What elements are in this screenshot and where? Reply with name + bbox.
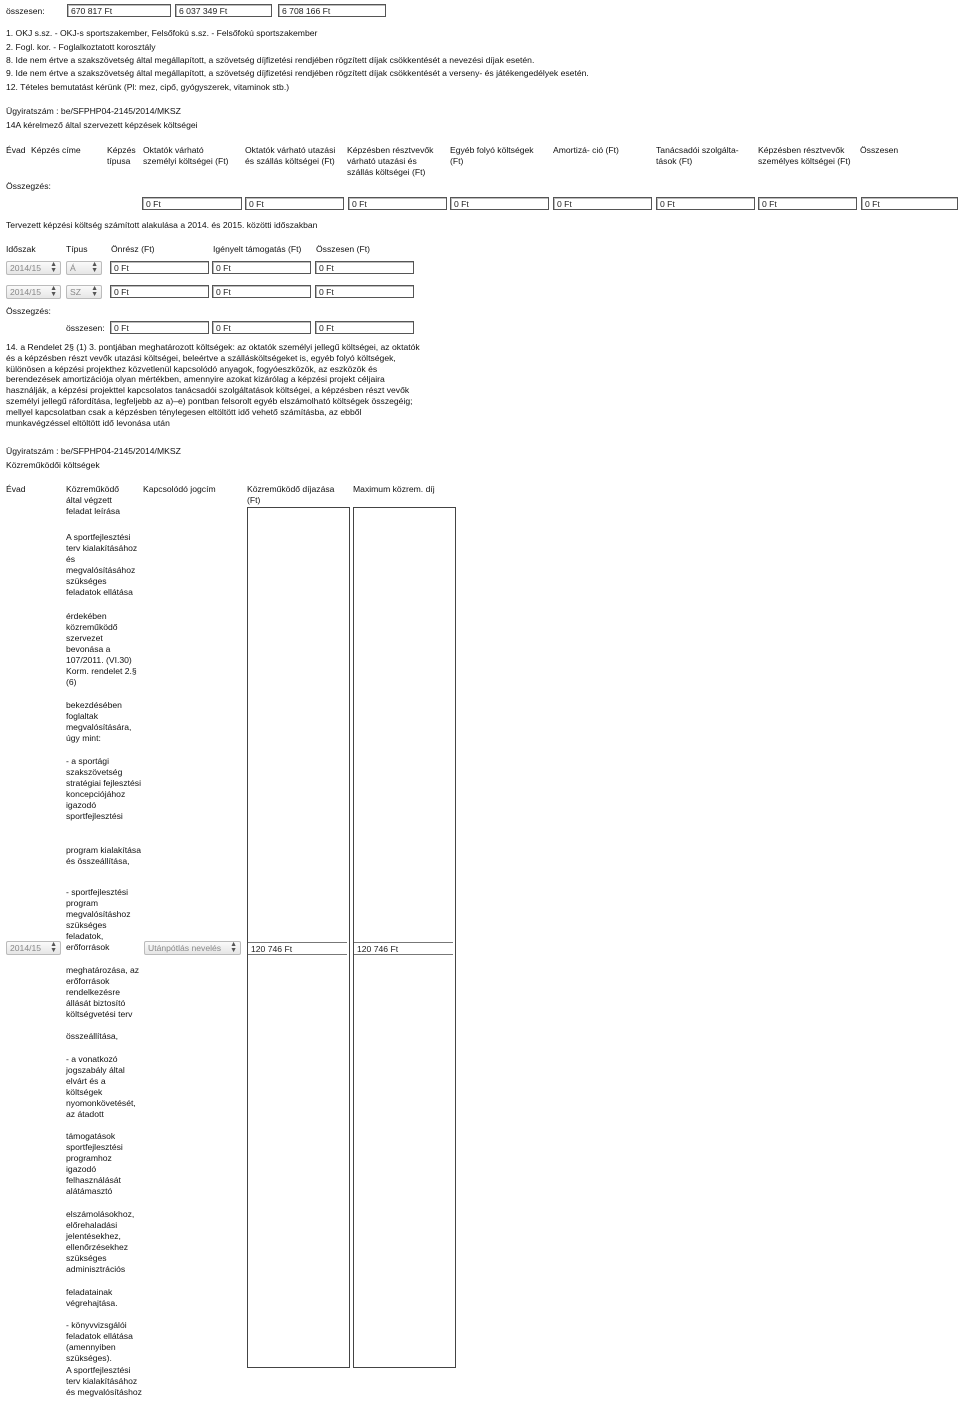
col-igenyelt: Igényelt támogatás (Ft) [213,244,302,254]
sum-tanacsadoi[interactable]: 0 Ft [656,197,755,210]
col-resztvevok-utazasi: Képzésben résztvevők várható utazási és szállás költségei (Ft) [347,145,434,177]
dijazas-field[interactable]: 120 746 Ft [248,942,347,955]
ugyiratszam-14a: Ügyiratszám : be/SFPHP04-2145/2014/MKSZ [6,106,181,116]
select-arrows-icon: ▲ ▼ [50,941,57,954]
max-dij-column-field [353,507,456,1368]
osszesen-field-1[interactable]: 0 Ft [315,261,414,274]
col-egyeb-folyo: Egyéb folyó költségek (Ft) [450,145,534,166]
jogcim-value: Utánpótlás nevelés [148,943,222,953]
total-onresz-field[interactable]: 670 817 Ft [67,4,171,17]
col-osszesen-ft: Összesen (Ft) [316,244,370,254]
planned-title: Tervezett képzési költség számított alakulása a 2014. és 2015. közötti időszakban [6,220,318,230]
description-part-3: bekezdésében foglaltak megvalósítására, úgy mint: [66,700,132,743]
osszesen-field-2[interactable]: 0 Ft [315,285,414,298]
dijazas-column-field[interactable] [247,507,350,1368]
period-value: 2014/15 [10,263,42,273]
igenyelt-field-2[interactable]: 0 Ft [212,285,311,298]
kozrem-title: Közreműködői költségek [6,460,100,470]
select-arrows-icon: ▲ ▼ [50,285,57,298]
osszegzes-label: Összegzés: [6,181,51,191]
planned-total-osszesen[interactable]: 0 Ft [315,321,414,334]
total-igenyelt-field[interactable]: 6 037 349 Ft [175,4,272,17]
sum-amortizacio[interactable]: 0 Ft [553,197,652,210]
igenyelt-field-1[interactable]: 0 Ft [212,261,311,274]
planned-total-onresz[interactable]: 0 Ft [110,321,209,334]
period-select-2[interactable] [6,285,61,299]
select-arrows-icon: ▲ ▼ [50,261,57,274]
select-arrows-icon: ▲ ▼ [91,285,98,298]
description-part-14: A sportfejlesztési terv kialakításához és megvalósításhoz [66,1365,142,1397]
planned-total-igenyelt[interactable]: 0 Ft [212,321,311,334]
select-arrows-icon: ▲ ▼ [230,941,237,954]
jogcim-select[interactable] [144,941,241,955]
col-max-kozrem-dij: Maximum közrem. díj [353,484,435,494]
max-dij-field: 120 746 Ft [354,942,453,955]
description-part-7: meghatározása, az erőforrások rendelkezésre állását biztosító költségvetési terv [66,965,140,1019]
description-part-8: összeállítása, [66,1031,119,1041]
type-select-1[interactable] [66,261,102,275]
total-osszesen-field[interactable]: 6 708 166 Ft [278,4,386,17]
col-kapcsolodo-jogcim: Kapcsolódó jogcím [143,484,216,494]
type-value: Á [70,263,76,273]
note-1: 1. OKJ s.sz. - OKJ-s sportszakember, Felsőfokú s.sz. - Felsőfokú sportszakember [6,28,318,38]
note-12: 12. Tételes bemutatást kérünk (Pl: mez, cipő, gyógyszerek, vitaminok stb.) [6,82,290,92]
col-feladat-leirasa: Közreműködő által végzett feladat leírása [66,484,120,516]
select-arrows-icon: ▲ ▼ [91,261,98,274]
sum-oktatok-szemelyi[interactable]: 0 Ft [142,197,242,210]
evad-value: 2014/15 [10,943,42,953]
period-select-1[interactable] [6,261,61,275]
col-kepzes-cime: Képzés címe [31,145,81,155]
col-onresz: Önrész (Ft) [111,244,155,254]
col-tanacsadoi: Tanácsadói szolgálta- tások (Ft) [656,145,739,166]
description-part-2: érdekében közreműködő szervezet bevonása a 107/2011. (VI.30) Korm. rendelet 2.§ (6) [66,611,137,687]
kozrem-evad-select[interactable] [6,941,61,955]
description-part-10: támogatások sportfejlesztési programhoz igazodó felhasználását alátámasztó [66,1131,123,1196]
type-select-2[interactable] [66,285,102,299]
sum-resztvevok-utazasi[interactable]: 0 Ft [348,197,447,210]
col-osszesen: Összesen [860,145,899,155]
osszesen-label: összesen: [6,6,45,16]
description-part-6: - sportfejlesztési program megvalósításhoz szükséges feladatok, erőforrások [66,887,131,952]
description-part-11: elszámolásokhoz, előrehaladási jelentésekhez, ellenőrzésekhez szükséges adminisztrációs [66,1209,135,1274]
onresz-field-1[interactable]: 0 Ft [110,261,209,274]
paragraph-14: 14. a Rendelet 2§ (1) 3. pontjában meghatározott költségek: az oktatók személyi jellegű költségei, az oktatók és a képzésben részt vevők utazási költségei, beleértve a szállásköltségeket is, egyéb folyó költségek, különösen a képzési projekthez közvetlenül kapcsolódó anyagok, fogyóeszközök, az eszközök és berendezések amortizációja olyan mértékben, amennyire azokat kizárólag a képzési projekt céljaira használják, a képzési projekttel kapcsolatos tanácsadói szolgáltatások költségei, a képzésben részt vevők személyi jellegű ráfordítása, legfeljebb az a)–e) pontban felsorolt egyéb elszámolható költségek összegéig; mellyel kapcsolatban csak a képzésben ténylegesen eltöltött idő vehető számításba, az ebből munkavégzéssel eltöltött idő levonása után [6,342,420,428]
note-2: 2. Fogl. kor. - Foglalkoztatott korosztály [6,42,156,52]
col-resztvevok-szemelyes: Képzésben résztvevők személyes költségei (Ft) [758,145,851,166]
type-value: SZ [70,287,81,297]
sum-egyeb-folyo[interactable]: 0 Ft [450,197,549,210]
col-amortizacio: Amortizá- ció (Ft) [553,145,619,155]
description-part-5: program kialakítása és összeállítása, [66,845,141,866]
description-part-4: - a sportági szakszövetség stratégiai fejlesztési koncepciójához igazodó sportfejlesztési [66,756,141,821]
osszegzes-label-2: Összegzés: [6,306,51,316]
col-evad-kozrem: Évad [6,484,26,494]
col-tipus: Típus [66,244,88,254]
onresz-field-2[interactable]: 0 Ft [110,285,209,298]
sum-oktatok-utazasi[interactable]: 0 Ft [245,197,344,210]
description-part-12: feladatainak végrehajtása. [66,1287,118,1308]
section-14a-title: 14A kérelmező által szervezett képzések költségei [6,120,198,130]
note-8: 8. Ide nem értve a szakszövetség által megállapított, a szövetség díjfizetési rendjében rögzített díjak csökkentését a nevezési díjak esetén. [6,55,535,65]
period-value: 2014/15 [10,287,42,297]
description-part-1: A sportfejlesztési terv kialakításához és megvalósításához szükséges feladatok ellátása [66,532,138,597]
description-part-9: - a vonatkozó jogszabály által elvárt és a költségek nyomonkövetését, az átadott [66,1054,136,1119]
note-9: 9. Ide nem értve a szakszövetség által megállapított, a szövetség díjfizetési rendjében rögzített díjak csökkentését a verseny- és játékengedélyek esetén. [6,68,589,78]
description-part-13: - könyvvizsgálói feladatok ellátása (amennyiben szükséges). [66,1320,133,1363]
col-evad: Évad [6,145,26,155]
col-oktatok-utazasi: Oktatók várható utazási és szállás költségei (Ft) [245,145,336,166]
col-kozrem-dijazasa: Közreműködő díjazása (Ft) [247,484,335,505]
sum-resztvevok-szemelyes[interactable]: 0 Ft [758,197,857,210]
ugyiratszam-kozrem: Ügyiratszám : be/SFPHP04-2145/2014/MKSZ [6,446,181,456]
col-oktatok-szemelyi: Oktatók várható személyi költségei (Ft) [143,145,229,166]
osszesen-label-2: összesen: [66,323,105,333]
sum-osszesen[interactable]: 0 Ft [861,197,958,210]
col-idoszak: Időszak [6,244,36,254]
col-kepzes-tipusa: Képzés típusa [107,145,136,166]
